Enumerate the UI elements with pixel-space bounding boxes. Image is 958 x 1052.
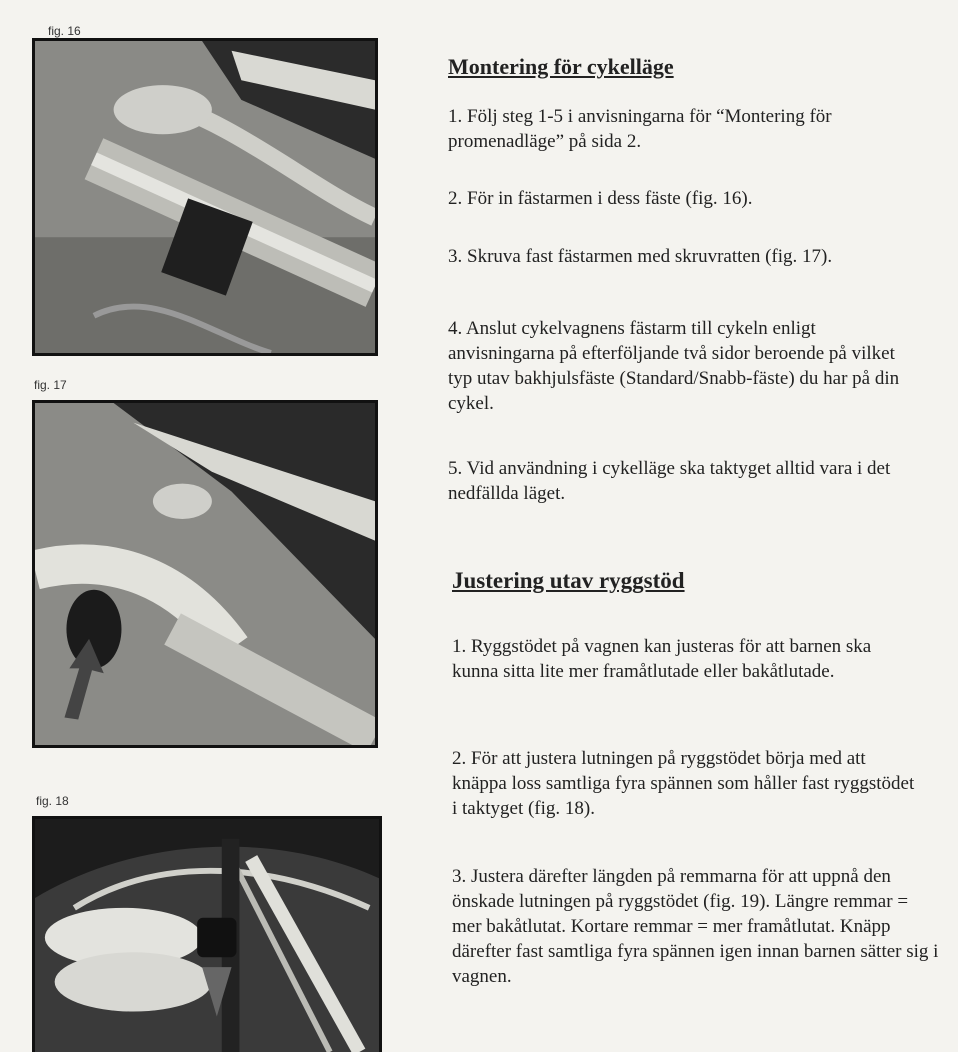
fig-17-label: fig. 17: [34, 378, 67, 392]
instruction-step: 2. För in fästarmen i dess fäste (fig. 16).: [448, 188, 753, 209]
fig-18-label: fig. 18: [36, 794, 69, 808]
instruction-step: 5. Vid användning i cykelläge ska taktyget alltid vara i det nedfällda läget.: [448, 458, 891, 504]
instruction-step: 1. Ryggstödet på vagnen kan justeras för att barnen ska kunna sitta lite mer framåtlutade eller bakåtlutade.: [452, 636, 872, 682]
fig-17-photo: [32, 400, 378, 748]
instruction-step: 2. För att justera lutningen på ryggstödet börja med att knäppa loss samtliga fyra spännen som håller fast ryggstödet i taktyget (fig. 18).: [452, 748, 915, 819]
fig-16-label: fig. 16: [48, 24, 81, 38]
instruction-step: 3. Skruva fast fästarmen med skruvratten (fig. 17).: [448, 246, 833, 267]
instruction-step: 3. Justera därefter längden på remmarna för att uppnå den önskade lutningen på ryggstödet (fig. 19). Längre remmar = mer bakåtlutat. Kortare remmar = mer framåtlutat. Knäpp därefter fast samtliga fyra spännen igen innan barnen sätter sig i vagnen.: [452, 866, 939, 987]
instruction-step: 1. Följ steg 1-5 i anvisningarna för “Montering för promenadläge” på sida 2.: [448, 106, 832, 152]
section-heading-backrest: Justering utav ryggstöd: [452, 568, 685, 593]
instruction-step: 4. Anslut cykelvagnens fästarm till cykeln enligt anvisningarna på efterföljande två sidor beroende på vilket typ utav bakhjulsfäste (Standard/Snabb-fäste) du har på din cykel.: [448, 318, 900, 414]
fig-18-photo: [32, 816, 382, 1052]
section-heading-bike-mode: Montering för cykelläge: [448, 54, 674, 79]
fig-16-photo: [32, 38, 378, 356]
